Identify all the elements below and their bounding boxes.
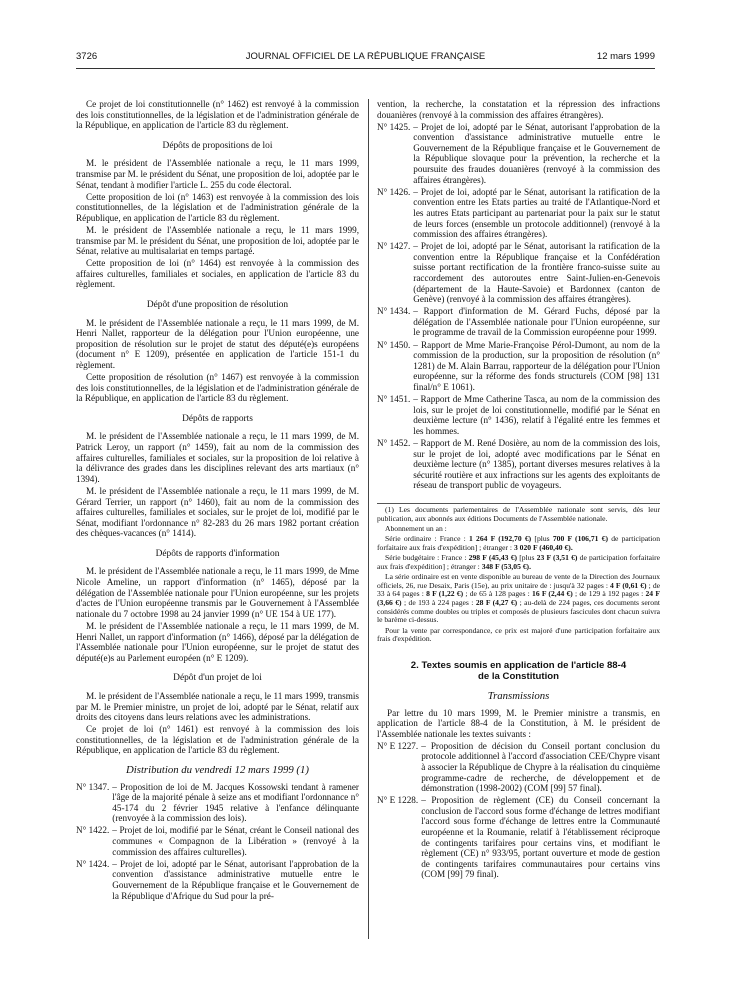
document-text: – Projet de loi, modifié par le Sénat, créant le Conseil national des communes « Compagnon de la Libération » (renvoyé à la commission des affaires culturelles). — [112, 825, 359, 857]
document-number: N° 1422. — [76, 825, 110, 836]
paragraph: M. le président de l'Assemblée nationale a reçu, le 11 mars 1999, transmis par M. le Premier ministre, un projet de loi, adopté par le Sénat, relatif aux droits des citoyens dans leurs relations avec les administrations. — [76, 690, 359, 723]
footnote: Série budgétaire : France : 298 F (45,43 €) [plus 23 F (3,51 €) de participation forfaitaire aux frais d'expédition] ; étranger : 348 F (53,05 €). — [377, 552, 660, 571]
document-text: – Rapport de M. René Dosière, au nom de la commission des lois, sur le projet de loi, adopté avec modifications par le Sénat en deuxième lecture (n° 1385), portant diverses mesures relatives à la sécurité routière et aux infractions sur les agents des exploitants de réseau de transport public de voyageurs. — [413, 437, 660, 491]
document-number: N° 1425. — [377, 121, 411, 132]
document-number: N° 1424. — [76, 858, 110, 869]
list-item — [76, 825, 359, 857]
footnote: (1) Les documents parlementaires de l'Assemblée nationale sont servis, dès leur publication, aux abonnés aux éditions Documents de l'Assemblée nationale. — [377, 504, 660, 523]
issue-date: 12 mars 1999 — [596, 51, 655, 62]
paragraph: M. le président de l'Assemblée nationale a reçu, le 11 mars 1999, de M. Gérard Terrier, un rapport (n° 1460), fait au nom de la commission des affaires culturelles, familiales et sociales, sur le projet de loi, modifié par le Sénat, modifiant l'ordonnance n° 82-283 du 26 mars 1982 portant création des chèques-vacances (n° 1414). — [76, 485, 359, 539]
journal-title: JOURNAL OFFICIEL DE LA RÉPUBLIQUE FRANÇAISE — [245, 51, 486, 62]
document-text: – Proposition de règlement (CE) du Conseil concernant la conclusion de l'accord sous forme d'échange de lettres modifiant l'accord sous forme d'échange de lettres entre la Communauté européenne et la Roumanie, relatif à l'établissement réciproque de contingents tarifaires pour certains vins, et modifiant le règlement (CE) n° 933/95, portant ouverture et mode de gestion de contingents tarifaires communautaires pour certains vins (COM [99] 79 final). — [421, 795, 660, 880]
list-item — [377, 122, 660, 186]
document-text: – Rapport de Mme Catherine Tasca, au nom de la commission des lois, sur le projet de loi constitutionnelle, modifié par le Sénat en deuxième lecture (n° 1436), relatif à l'égalité entre les femmes et les hommes. — [413, 394, 660, 436]
continued-text: vention, la recherche, la constatation et la répression des infractions douanières (renvoyé à la commission des affaires étrangères). — [377, 99, 660, 120]
paragraph: Ce projet de loi (n° 1461) est renvoyé à la commission des lois constitutionnelles, de la législation et de l'administration générale de la République, en application de l'article 83 du règlement. — [76, 724, 359, 756]
list-item — [76, 782, 359, 824]
page-number: 3726 — [76, 51, 98, 62]
paragraph: M. le président de l'Assemblée nationale a reçu, le 11 mars 1999, de M. Henri Nallet, rapporteur de la délégation pour l'Union européenne, une proposition de résolution sur le projet de statut des député(e)s européens (document n° E 1209), présentée en application de l'article 151-1 du règlement. — [76, 317, 359, 370]
document-number: N° 1451. — [377, 394, 411, 405]
left-column — [76, 99, 359, 903]
document-number: N° 1452. — [377, 437, 411, 448]
list-item — [76, 859, 359, 901]
section-title: Dépôt d'un projet de loi — [173, 673, 262, 684]
footnote: Pour la vente par correspondance, ce prix est majoré d'une participation forfaitaire aux frais d'expédition. — [377, 625, 660, 644]
document-number: N° 1426. — [377, 186, 411, 197]
document-text: – Proposition de décision du Conseil portant conclusion du protocole additionnel à l'accord d'association CEE/Chypre visant à associer la République de Chypre à la réalisation du cinquième programme-cadre de recherche, de développement et de démonstration (1998-2002) (COM [99] 57 final). — [421, 740, 660, 794]
document-text: – Rapport de Mme Marie-Françoise Pérol-Dumont, au nom de la commission de la production, sur la proposition de résolution (n° 1281) de M. Alain Barrau, rapporteur de la délégation pour l'Union européenne, sur la réforme des fonds structurels (COM [98] 131 final/n° E 1061). — [413, 339, 660, 392]
document-text: – Projet de loi, adopté par le Sénat, autorisant l'approbation de la convention d'assistance administrative mutuelle entre le Gouvernement de la République française et le Gouvernement de la République slovaque pour la prévention, la recherche et la poursuite des fraudes douanières (renvoyé à la commission des affaires étrangères). — [413, 121, 660, 185]
paragraph: Cette proposition de loi (n° 1464) est renvoyée à la commission des affaires culturelles, familiales et sociales, en application de l'article 83 du règlement. — [76, 258, 359, 290]
footnote: La série ordinaire est en vente disponible au bureau de vente de la Direction des Journaux officiels, 26, rue Desaix, Paris (15e), au prix unitaire de : jusqu'à 32 pages : 4 F (0,61 €) ; de 33 à 64 pages : 8 F (1,22 €) ; de 65 à 128 pages : 16 F (2,44 €) ; de 129 à 192 pages : 24 F (3,66 €) ; de 193 à 224 pages : 28 F (4,27 €) ; au-delà de 224 pages, ces documents seront considérés comme doubles ou triples et composés de plusieurs fascicules dont chacun suivra le barème ci-dessus. — [377, 571, 660, 625]
list-item — [377, 394, 660, 436]
list-item — [377, 438, 660, 491]
footnote: Série ordinaire : France : 1 264 F (192,70 €) [plus 700 F (106,71 €) de participation forfaitaire aux frais d'expédition] ; étranger : 3 020 F (460,40 €). — [377, 533, 660, 552]
list-item — [377, 306, 660, 338]
section-title: Dépôts de rapports — [182, 413, 253, 424]
paragraph: M. le président de l'Assemblée nationale a reçu, le 11 mars 1999, transmise par M. le président du Sénat, une proposition de loi, adoptée par le Sénat, tendant à modifier l'article L. 255 du code électoral. — [76, 158, 359, 190]
paragraph: Ce projet de loi constitutionnelle (n° 1462) est renvoyé à la commission des lois constitutionnelles, de la législation et de l'administration générale de la République, en application de l'article 83 du règlement. — [76, 99, 359, 131]
paragraph: Cette proposition de résolution (n° 1467) est renvoyée à la commission des lois constitutionnelles, de la législation et de l'administration générale de la République, en application de l'article 83 du règlement. — [76, 372, 359, 404]
subsection-title: Transmissions — [487, 689, 550, 702]
column-divider — [368, 99, 369, 939]
section-title: Dépôt d'une proposition de résolution — [146, 300, 289, 310]
document-text: – Projet de loi, adopté par le Sénat, autorisant la ratification de la convention entre les Etats parties au traité de l'Atlantique-Nord et les autres Etats participant au partenariat pour la paix sur le statut de leurs forces (ensemble un protocole additionnel) (renvoyé à la commission des affaires étrangères). — [413, 186, 660, 240]
document-text: – Projet de loi, adopté par le Sénat, autorisant la ratification de la convention entre la République française et la Confédération suisse portant rectification de la frontière franco-suisse suite au raccordement des autoroutes entre Saint-Julien-en-Genevois (département de la Haute-Savoie) et Bardonnex (canton de Genève) (renvoyé à la commission des affaires étrangères). — [413, 241, 660, 305]
section-heading: 2. Textes soumis en application de l'article 88-4 de la Constitution — [410, 659, 627, 682]
footnotes — [377, 503, 660, 644]
document-number: N° E 1227. — [377, 740, 419, 751]
right-column — [377, 99, 660, 882]
document-number: N° 1450. — [377, 339, 411, 350]
list-item — [377, 741, 660, 794]
paragraph: M. le président de l'Assemblée nationale a reçu, le 11 mars 1999, transmise par M. le président du Sénat, une proposition de loi, adoptée par le Sénat, relative au multisalariat en temps partagé. — [76, 224, 359, 257]
document-number: N° 1427. — [377, 241, 411, 252]
section-title: Dépôts de propositions de loi — [162, 140, 273, 151]
document-text: – Proposition de loi de M. Jacques Kossowski tendant à ramener l'âge de la majorité pénale à seize ans et modifiant l'ordonnance n° 45-174 du 2 février 1945 relative à l'enfance délinquante (renvoyée à la commission des lois). — [112, 781, 359, 824]
section-title: Dépôts de rapports d'information — [155, 548, 280, 559]
document-text: – Rapport d'information de M. Gérard Fuchs, déposé par la délégation de l'Assemblée nationale pour l'Union européenne, sur le programme de travail de la Commission européenne pour 1999. — [413, 306, 660, 338]
paragraph: Cette proposition de loi (n° 1463) est renvoyée à la commission des lois constitutionnelles, de la législation et de l'administration générale de la République, en application de l'article 83 du règlement. — [76, 191, 359, 223]
header-rule — [76, 68, 655, 69]
paragraph: M. le président de l'Assemblée nationale a reçu, le 11 mars 1999, de Mme Nicole Ameline, un rapport d'information (n° 1465), déposé par la délégation de l'Assemblée nationale pour l'Union européenne, sur les projets d'actes de l'Union européenne transmis par le Gouvernement à l'Assemblée nationale du 7 octobre 1998 au 24 janvier 1999 (n° UE 154 à UE 177). — [76, 566, 359, 619]
page-header — [76, 52, 655, 66]
list-item — [377, 795, 660, 880]
distribution-title: Distribution du vendredi 12 mars 1999 (1) — [126, 763, 309, 776]
list-item — [377, 187, 660, 240]
paragraph: Par lettre du 10 mars 1999, M. le Premier ministre a transmis, en application de l'article 88-4 de la Constitution, à M. le président de l'Assemblée nationale les textes suivants : — [377, 707, 660, 739]
list-item — [377, 241, 660, 305]
list-item — [377, 340, 660, 393]
footnote: Abonnement un an : — [385, 523, 447, 533]
paragraph: M. le président de l'Assemblée nationale a reçu, le 11 mars 1999, de M. Patrick Leroy, un rapport (n° 1459), fait au nom de la commission des affaires culturelles, familiales et sociales, sur la proposition de loi relative à la délivrance des grades dans les disciplines relevant des arts martiaux (n° 1394). — [76, 431, 359, 484]
document-text: – Projet de loi, adopté par le Sénat, autorisant l'approbation de la convention d'assistance administrative mutuelle entre le Gouvernement de la République française et le Gouvernement de la République d'Afrique du Sud pour la pré- — [112, 858, 359, 901]
document-number: N° E 1228. — [377, 795, 419, 806]
paragraph: M. le président de l'Assemblée nationale a reçu, le 11 mars 1999, de M. Henri Nallet, un rapport d'information (n° 1466), déposé par la délégation de l'Assemblée nationale pour l'Union européenne, sur le projet de statut des député(e)s au Parlement européen (n° E 1209). — [76, 620, 359, 663]
document-number: N° 1347. — [76, 781, 110, 792]
document-number: N° 1434. — [377, 306, 411, 317]
